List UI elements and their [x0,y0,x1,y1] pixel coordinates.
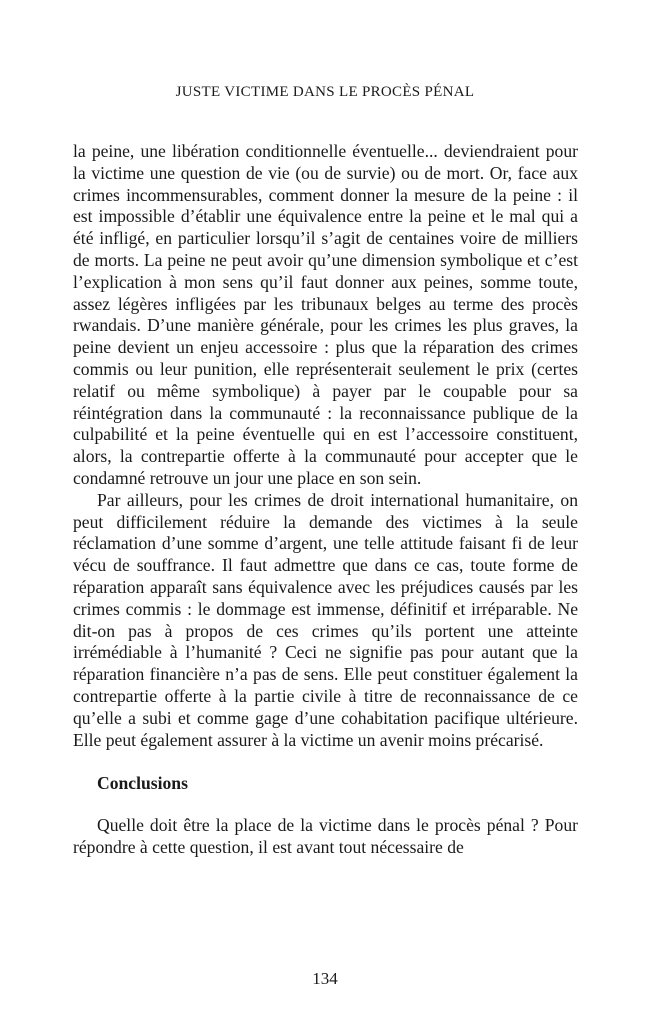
body-text [73,141,578,859]
running-head: JUSTE VICTIME DANS LE PROCÈS PÉNAL [175,84,475,100]
paragraph-1: la peine, une libération conditionnelle éventuelle... deviendraient pour la victime une question de vie (ou de survie) ou de mort. Or, face aux crimes incommensurables, comment donner la mesure de la peine : il est impossible d’établir une équivalence entre la peine et le mal qui a été infligé, en particulier lorsqu’il s’agit de centaines voire de milliers de morts. La peine ne peut avoir qu’une dimension symbolique et c’est l’explication à mon sens qu’il faut donner aux peines, somme toute, assez légères infligées par les tribunaux belges au terme des procès rwandais. D’une manière générale, pour les crimes les plus graves, la peine devient un enjeu accessoire : plus que la réparation des crimes commis ou leur punition, elle représenterait seulement le prix (certes relatif ou même symbolique) à payer par le coupable pour sa réintégration dans la communauté : la reconnaissance publique de la culpabilité et la peine éventuelle qui en est l’accessoire constituent, alors, la contrepartie offerte à la communauté pour accepter que le condamné retrouve un jour une place en son sein. [73,141,578,488]
paragraph-3: Quelle doit être la place de la victime dans le procès pénal ? Pour répondre à cette question, il est avant tout nécessaire de [73,815,578,857]
page-number: 134 [312,969,338,988]
section-heading: Conclusions [97,773,188,794]
paragraph-2: Par ailleurs, pour les crimes de droit international humanitaire, on peut difficilement réduire la demande des victimes à la seule réclamation d’une somme d’argent, une telle attitude faisant fi de leur vécu de souffrance. Il faut admettre que dans ce cas, toute forme de réparation apparaît sans équivalence avec les préjudices causés par les crimes commis : le dommage est immense, définitif et irréparable. Ne dit-on pas à propos de ces crimes qu’ils portent une atteinte irrémédiable à l’humanité ? Ceci ne signifie pas pour autant que la réparation financière n’a pas de sens. Elle peut constituer également la contrepartie offerte à la partie civile à titre de reconnaissance de ce qu’elle a subi et comme gage d’une cohabitation pacifique ultérieure. Elle peut également assurer à la victime un avenir moins précarisé. [73,489,578,750]
